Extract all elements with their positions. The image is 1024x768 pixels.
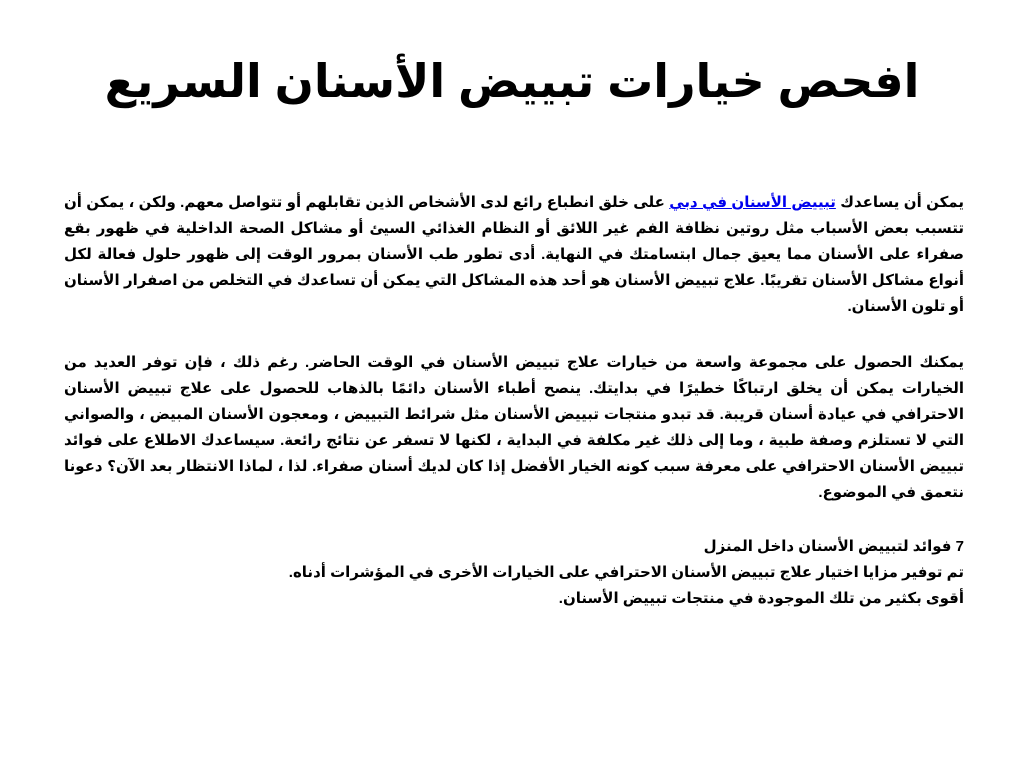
teeth-whitening-dubai-link[interactable]: تبييض الأسنان في دبي	[669, 194, 836, 211]
benefits-intro: تم توفير مزايا اختيار علاج تبييض الأسنان الاحترافي على الخيارات الأخرى في المؤشرات أدناه.	[288, 564, 964, 581]
paragraph-intro	[64, 190, 964, 320]
paragraph-options: يمكنك الحصول على مجموعة واسعة من خيارات علاج تبييض الأسنان في الوقت الحاضر. رغم ذلك ، فإن توفر العديد من الخيارات يمكن أن يخلق ارتباكًا خطيرًا في بدايتك. ينصح أطباء الأسنان دائمًا بالذهاب للحصول على علاج تبييض الأسنان الاحترافي في عيادة أسنان قريبة. قد تبدو منتجات تبييض الأسنان مثل شرائط التبييض ، ومعجون الأسنان المبيض ، والصواني التي لا تستلزم وصفة طبية ، وما إلى ذلك غير مكلفة في البداية ، لكنها لا تسفر عن نتائج رائعة. سيساعدك الاطلاع على فوائد تبييض الأسنان الاحترافي على معرفة سبب كونه الخيار الأفضل إذا كان لديك أسنان صفراء. لذا ، لماذا الانتظار بعد الآن؟ دعونا نتعمق في الموضوع.	[64, 354, 964, 501]
slide-body	[64, 190, 964, 612]
slide-title: افحص خيارات تبييض الأسنان السريع	[104, 55, 920, 107]
paragraph-intro-rest: على خلق انطباع رائع لدى الأشخاص الذين تقابلهم أو تتواصل معهم. ولكن ، يمكن أن تتسبب بعض الأسباب مثل روتين نظافة الفم غير اللائق أو النظام الغذائي السيئ أو مشاكل الصحة الداخلية في ظهور بقع صفراء على الأسنان مما يعيق جمال ابتسامتك في النهاية. أدى تطور طب الأسنان بمرور الوقت إلى ظهور حلول فعالة لكل أنواع مشاكل الأسنان تقريبًا. علاج تبييض الأسنان هو أحد هذه المشاكل التي يمكن أن تساعدك في التخلص من اصفرار الأسنان أو تلون الأسنان.	[64, 194, 964, 315]
paragraph-intro-start: يمكن أن يساعدك	[835, 194, 964, 211]
benefits-heading: 7 فوائد لتبييض الأسنان داخل المنزل	[703, 538, 964, 555]
benefits-section	[64, 534, 964, 612]
benefit-item: أقوى بكثير من تلك الموجودة في منتجات تبييض الأسنان.	[558, 590, 964, 607]
